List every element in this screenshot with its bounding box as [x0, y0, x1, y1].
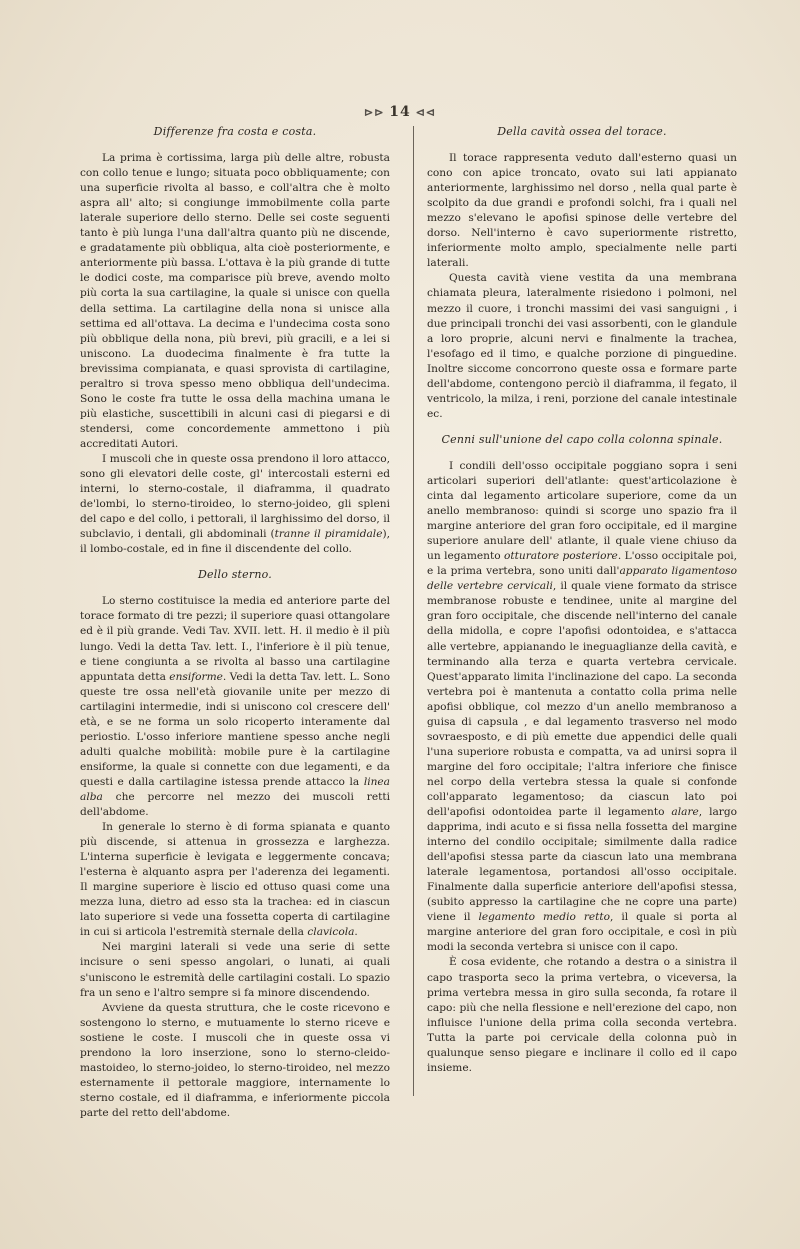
paragraph: Questa cavità viene vestita da una membrana chiamata pleura, lateralmente risiedono i polmoni, nel mezzo il cuore, i tronchi massimi dei vasi sanguigni , i due principali tronchi dei vasi assorbenti, con le glandule a loro proprie, alcuni nervi e finalmente la trachea, l'esofago ed il timo, e qualche porzione di pinguedine. Inoltre siccome concorrono queste ossa e formare parte dell'abdome, contengono perciò il diaframma, il fegato, il ventricolo, la milza, i reni, porzione del canale intestinale ec. [427, 272, 737, 420]
section-heading-head-spine: Cenni sull'unione del capo colla colonna spinale. [441, 432, 723, 446]
paragraph: Nei margini laterali si vede una serie di sette incisure o seni spesso angolari, o lunati, ai quali s'uniscono le estremità delle cartilagini costali. Lo spazio fra un seno e l'altro sempre si fa minore discendendo. [80, 941, 390, 999]
page-header [0, 104, 800, 120]
page-number: 14 [389, 104, 411, 120]
right-ornament-icon: ⊲⊲ [410, 106, 436, 119]
paragraph: Lo sterno costituisce la media ed anteriore parte del torace formato di tre pezzi; il superiore quasi ottangolare ed è il più grande. Vedi Tav. XVII. lett. H. il medio è il più lungo. Vedi la detta Tav. lett. I., l'inferiore è il più tenue, e tiene congiunta a se rivolta al basso una cartilagine appuntata detta ensiforme. Vedi la detta Tav. lett. L. Sono queste tre ossa nell'età giovanile unite per mezzo di cartilagini intermedie, indi si uniscono col crescere dell' età, e se ne forma un solo ricoperto interamente dal periostio. L'osso inferiore mantiene spesso anche negli adulti qualche mobilità: mobile pure è la cartilagine ensiforme, la quale si connette con due legamenti, e da questi e dalla cartilagine istessa prende attacco la linea alba che percorre nel mezzo dei muscoli retti dell'abdome. [80, 595, 390, 819]
paragraph: In generale lo sterno è di forma spianata e quanto più discende, si attenua in grossezza e larghezza. L'interna superficie è levigata e leggermente concava; l'esterna è alquanto aspra per l'aderenza dei legamenti. Il margine superiore è liscio ed ottuso quasi come una mezza luna, dietro ad esso sta la trachea: ed in ciascun lato superiore si vede una fossetta coperta di cartilagine in cui si articola l'estremità sternale della clavicola. [80, 821, 390, 939]
left-ornament-icon: ⊳⊳ [363, 106, 390, 119]
paragraph: Il torace rappresenta veduto dall'esterno quasi un cono con apice troncato, ovato sui lati appianato anteriormente, larghissimo nel dorso , nella qual parte è scolpito da due grandi e profondi solchi, fra i quali nel mezzo s'elevano le apofisi spinose delle vertebre del dorso. Nell'interno è cavo superiormente ristretto, inferiormente molto amplo, specialmente nelle parti laterali. [427, 152, 737, 270]
paragraph: La prima è cortissima, larga più delle altre, robusta con collo tenue e lungo; situata poco obbliquamente; con una superficie rivolta al basso, e coll'altra che è molto aspra all' alto; si congiunge immobilmente colla parte laterale superiore dello sterno. Delle sei coste seguenti tanto è più lunga l'una dall'altra quanto più ne discende, e gradatamente più obbliqua, alta cioè posteriormente, e anteriormente più bassa. L'ottava è la più grande di tutte le dodici coste, ma comparisce più breve, avendo molto più corta la sua cartilagine, la quale si unisce con quella della settima. La cartilagine della nona si unisce alla settima ed all'ottava. La decima e l'undecima costa sono più obblique della nona, più brevi, più gracili, e a lei si uniscono. La duodecima finalmente è fra tutte la brevissima compianata, e quasi sprovista di cartilagine, peraltro si trova spesso meno obbliqua dell'undecima. Sono le coste fra tutte le ossa della machina umana le più elastiche, suscettibili in alcuni casi di piegarsi e di stendersi, come concordemente ammettono i più accreditati Autori. [80, 152, 390, 450]
paragraph: I muscoli che in queste ossa prendono il loro attacco, sono gli elevatori delle coste, gl' intercostali esterni ed interni, lo sterno-costale, il diaframma, il quadrato de'lombi, lo sterno-tiroideo, lo sterno-joideo, gli spleni del capo e del collo, i pettorali, il larghissimo del dorso, il subclavio, i dentali, gli abdominali (tranne il piramidale), il lombo-costale, ed in fine il discendente del collo. [80, 452, 390, 556]
section-heading-thorax: Della cavità ossea del torace. [497, 125, 667, 138]
italic-term: clavicola [307, 926, 355, 939]
italic-term: ensiforme [169, 670, 223, 683]
italic-term: legamento medio retto [478, 911, 611, 924]
column-divider [413, 126, 414, 1096]
right-column [427, 124, 737, 1076]
section-heading-sternum: Dello sterno. [198, 568, 272, 582]
italic-term: alare [671, 806, 699, 819]
section-heading-ribs: Differenze fra costa e costa. [153, 125, 317, 138]
italic-term: otturatore posteriore [504, 550, 618, 563]
italic-term: apparato ligamentoso delle vertebre cervicali [427, 565, 737, 593]
italic-term: tranne il piramidale [274, 528, 383, 541]
paragraph: È cosa evidente, che rotando a destra o a sinistra il capo trasporta seco la prima vertebra, o viceversa, la prima vertebra messa in giro sulla seconda, fa rotare il capo: più che nella flessione e nell'erezione del capo, non influisce l'unione della prima colla seconda vertebra. Tutta la parte poi cervicale della colonna può in qualunque senso piegare e inclinare il collo ed il capo insieme. [427, 956, 737, 1074]
left-column [80, 124, 390, 1121]
italic-term: linea alba [80, 775, 390, 803]
paragraph: I condili dell'osso occipitale poggiano sopra i seni articolari superiori dell'atlante: quest'articolazione è cinta dal legamento articolare superiore, come da un anello membranoso: quindi si scorge uno spazio fra il margine anteriore del gran foro occipitale, ed il margine superiore anulare dell' atlante, il quale viene chiuso da un legamento otturatore posteriore. L'osso occipitale poi, e la prima vertebra, sono uniti dall'apparato ligamentoso delle vertebre cervicali, il quale viene formato da strisce membranose robuste e tendinee, unite al margine del gran foro occipitale, che discende nell'interno del canale della midolla, e copre l'apofisi odontoidea, e s'attacca alle vertebre, appianando le ineguaglianze della cavità, e terminando alla terza e quarta vertebra cervicale. Quest'apparato limita l'inclinazione del capo. La seconda vertebra poi è mantenuta a contatto colla prima nelle apofisi obblique, col mezzo d'un anello membranoso a guisa di capsula , e dal legamento trasverso nel modo sovraesposto, e di più emette due appendici delle quali l'una superiore robusta e compatta, va ad unirsi sopra il margine del foro occipitale; l'altra inferiore che finisce nel corpo della vertebra stessa la quale si confonde coll'apparato legamentoso; da ciascun lato poi dell'apofisi odontoidea parte il legamento alare, largo dapprima, indi acuto e si fissa nella fossetta del margine interno del condilo occipitale; similmente dalla radice dell'apofisi stessa parte da ciascun lato una membrana laterale legamentosa, portandosi all'osso occipitale. Finalmente dalla superficie anteriore dell'apofisi stessa, (subito appresso la cartilagine che ne copre una parte) viene il legamento medio retto, il quale si porta al margine anteriore del gran foro occipitale, e così in più modi la seconda vertebra si unisce con il capo. [427, 459, 737, 954]
paragraph: Avviene da questa struttura, che le coste ricevono e sostengono lo sterno, e mutuamente lo sterno riceve e sostiene le coste. I muscoli che in queste ossa vi prendono la loro inserzione, sono lo sterno-cleido-mastoideo, lo sterno-joideo, lo sterno-tiroideo, nel mezzo esternamente il pettorale maggiore, internamente lo sterno costale, ed il diaframma, e inferiormente piccola parte del retto dell'abdome. [80, 1001, 390, 1119]
